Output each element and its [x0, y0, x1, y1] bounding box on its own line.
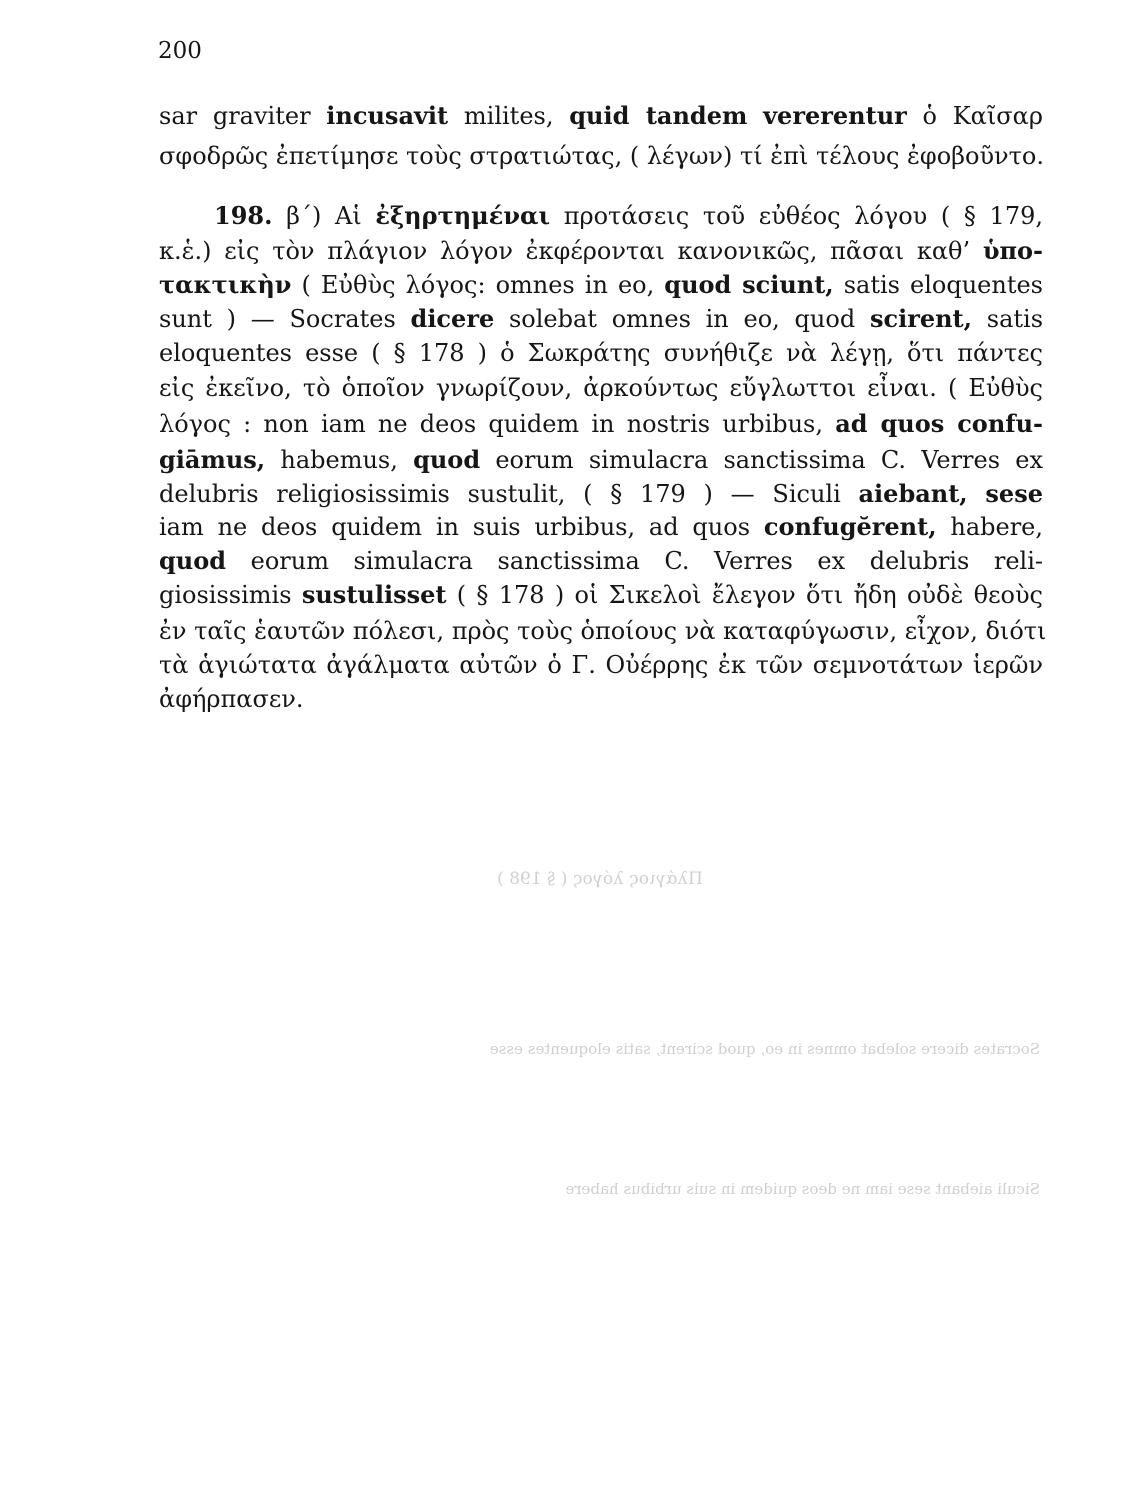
text-line: delubris religiosissimis sustulit, ( § 179 ) — Siculi aiebant, sese [159, 479, 1043, 508]
text-line: σφοδρῶς ἐπετίμησε τοὺς στρατιώτας, ( λέγων) τί ἐπὶ τέλους ἐφοβοῦντο. [159, 142, 1044, 170]
text-line: eloquentes esse ( § 178 ) ὁ Σωκράτης συνήθιζε νὰ λέγῃ, ὅτι πάντες [159, 339, 1043, 367]
text-line: τὰ ἁγιώτατα ἀγάλματα αὐτῶν ὁ Γ. Οὐέρρης ἐκ τῶν σεμνοτάτων ἱερῶν [159, 651, 1043, 679]
text-line: κ.ἑ.) εἰς τὸν πλάγιον λόγον ἐκφέρονται κανονικῶς, πᾶσαι καθ’ ὑπο- [159, 236, 1043, 265]
text-line: iam ne deos quidem in suis urbibus, ad quos confugĕrent, habere, [159, 512, 1044, 541]
bleed-through-heading: Πλάγιος λόγος ( § 198 ) [497, 870, 703, 888]
text-line: giāmus, habemus, quod eorum simulacra sanctissima C. Verres ex [159, 445, 1043, 474]
text-line: λόγος : non iam ne deos quidem in nostris urbibus, ad quos confu- [159, 409, 1043, 438]
text-line: ἐν ταῖς ἑαυτῶν πόλεσι, πρὸς τοὺς ὁποίους νὰ καταφύγωσιν, εἶχον, διότι [159, 617, 1047, 645]
page-number: 200 [158, 38, 202, 64]
text-line: quod eorum simulacra sanctissima C. Verres ex delubris reli- [159, 546, 1043, 575]
bleed-through-line: Socrates dicere solebat omnes in eo, quod scirent, satis eloquentes esse [489, 1040, 1040, 1058]
text-line: ἀφήρπασεν. [159, 685, 304, 713]
text-line: τακτικὴν ( Εὐθὺς λόγος: omnes in eo, quod sciunt, satis eloquentes [159, 270, 1043, 299]
text-line: εἰς ἐκεῖνο, τὸ ὁποῖον γνωρίζουν, ἀρκούντως εὔγλωττοι εἶναι. ( Εὐθὺς [159, 374, 1043, 402]
text-line: giosissimis sustulisset ( § 178 ) οἱ Σικελοὶ ἔλεγον ὅτι ἤδη οὐδὲ θεοὺς [159, 580, 1043, 609]
section-heading-line: 198. β΄) Αἱ ἐξηρτημέναι προτάσεις τοῦ εὐθέος λόγου ( § 179, [214, 201, 1043, 230]
text-line: sar graviter incusavit milites, quid tandem vererentur ὁ Καῖσαρ [159, 101, 1043, 130]
bleed-through-line: Siculi aiebant sese iam ne deos quidem in suis urbibus habere [565, 1180, 1040, 1198]
text-line: sunt ) — Socrates dicere solebat omnes in eo, quod scirent, satis [159, 304, 1044, 333]
